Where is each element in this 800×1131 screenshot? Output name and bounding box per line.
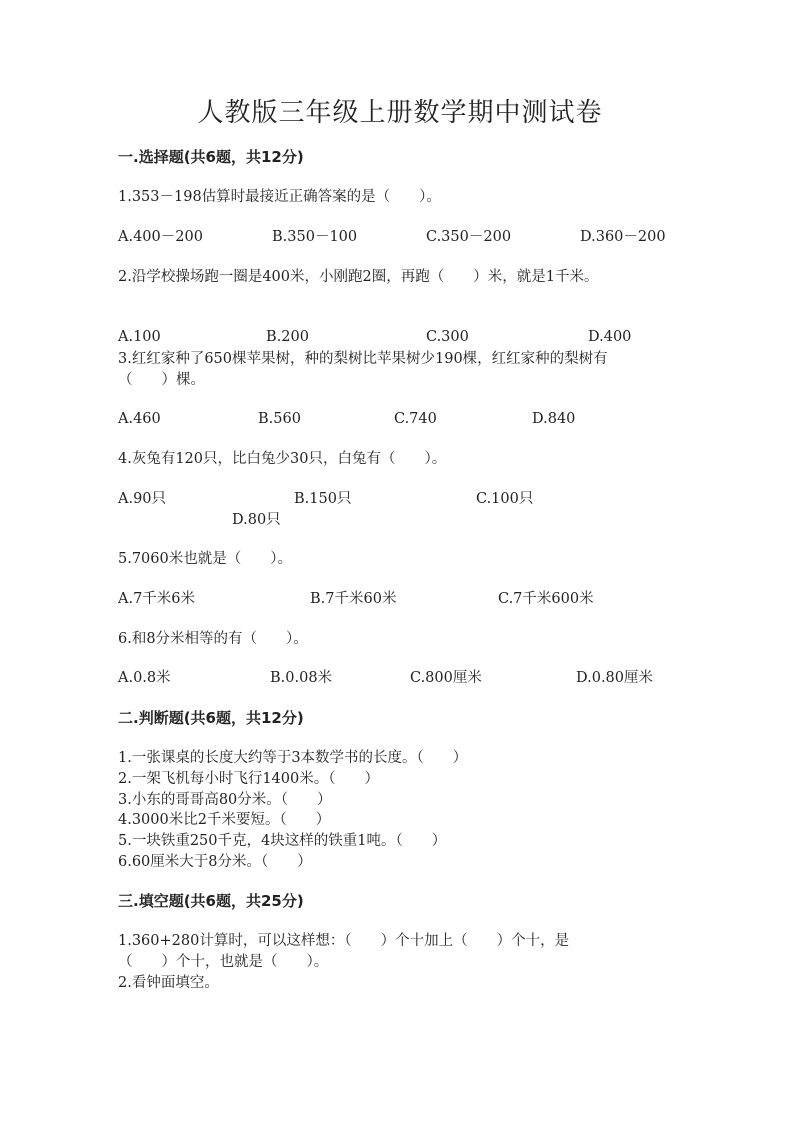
option-b: B.350－100 <box>272 229 358 245</box>
question-3-cont: （ ）棵。 <box>118 372 205 388</box>
option-a: A.100 <box>118 329 161 345</box>
judgment-item-4: 4.3000米比2千米要短。（ ） <box>118 812 331 828</box>
question-2: 2.沿学校操场跑一圈是400米，小刚跑2圈，再跑（ ）米，就是1千米。 <box>118 269 599 285</box>
option-b: B.200 <box>266 329 309 345</box>
judgment-item-6: 6.60厘米大于8分米。（ ） <box>118 854 312 870</box>
option-d: D.360－200 <box>580 229 666 245</box>
judgment-item-3: 3.小东的哥哥高80分米。（ ） <box>118 792 332 808</box>
option-a: A.0.8米 <box>118 670 171 686</box>
option-a: A.90只 <box>118 491 167 507</box>
option-c: C.350－200 <box>426 229 512 245</box>
option-b: B.7千米60米 <box>310 591 397 607</box>
option-c: C.7千米600米 <box>498 591 594 607</box>
option-d: D.400 <box>588 329 632 345</box>
section-heading-judgment: 二.判断题(共6题，共12分) <box>118 709 304 727</box>
section-heading-fill: 三.填空题(共6题，共25分) <box>118 892 304 910</box>
option-a: A.460 <box>118 411 161 427</box>
option-c: C.300 <box>426 329 469 345</box>
option-c: C.100只 <box>476 491 534 507</box>
judgment-item-1: 1.一张课桌的长度大约等于3本数学书的长度。（ ） <box>118 750 468 766</box>
question-1: 1.353－198估算时最接近正确答案的是（ ）。 <box>118 189 441 205</box>
option-b: B.560 <box>258 411 301 427</box>
question-5: 5.7060米也就是（ ）。 <box>118 551 292 567</box>
option-a: A.7千米6米 <box>118 591 196 607</box>
question-6: 6.和8分米相等的有（ ）。 <box>118 631 308 647</box>
fill-item-2: 2.看钟面填空。 <box>118 975 219 991</box>
option-b: B.150只 <box>294 491 352 507</box>
option-a: A.400－200 <box>118 229 203 245</box>
section-heading-choice: 一.选择题(共6题，共12分) <box>118 148 304 166</box>
judgment-item-5: 5.一块铁重250千克，4块这样的铁重1吨。（ ） <box>118 833 447 849</box>
option-d: D.0.80厘米 <box>576 670 654 686</box>
judgment-item-2: 2.一架飞机每小时飞行1400米。（ ） <box>118 771 379 787</box>
question-4: 4.灰兔有120只，比白兔少30只，白兔有（ ）。 <box>118 451 447 467</box>
option-d: D.80只 <box>232 512 281 528</box>
fill-item-1-cont: （ ）个十，也就是（ ）。 <box>118 954 329 970</box>
option-d: D.840 <box>532 411 576 427</box>
option-c: C.740 <box>394 411 437 427</box>
question-3: 3.红红家种了650棵苹果树，种的梨树比苹果树少190棵，红红家种的梨树有 <box>118 351 608 367</box>
fill-item-1: 1.360+280计算时，可以这样想：（ ）个十加上（ ）个十，是 <box>118 933 570 949</box>
page-title: 人教版三年级上册数学期中测试卷 <box>197 98 603 128</box>
option-c: C.800厘米 <box>410 670 482 686</box>
option-b: B.0.08米 <box>270 670 333 686</box>
